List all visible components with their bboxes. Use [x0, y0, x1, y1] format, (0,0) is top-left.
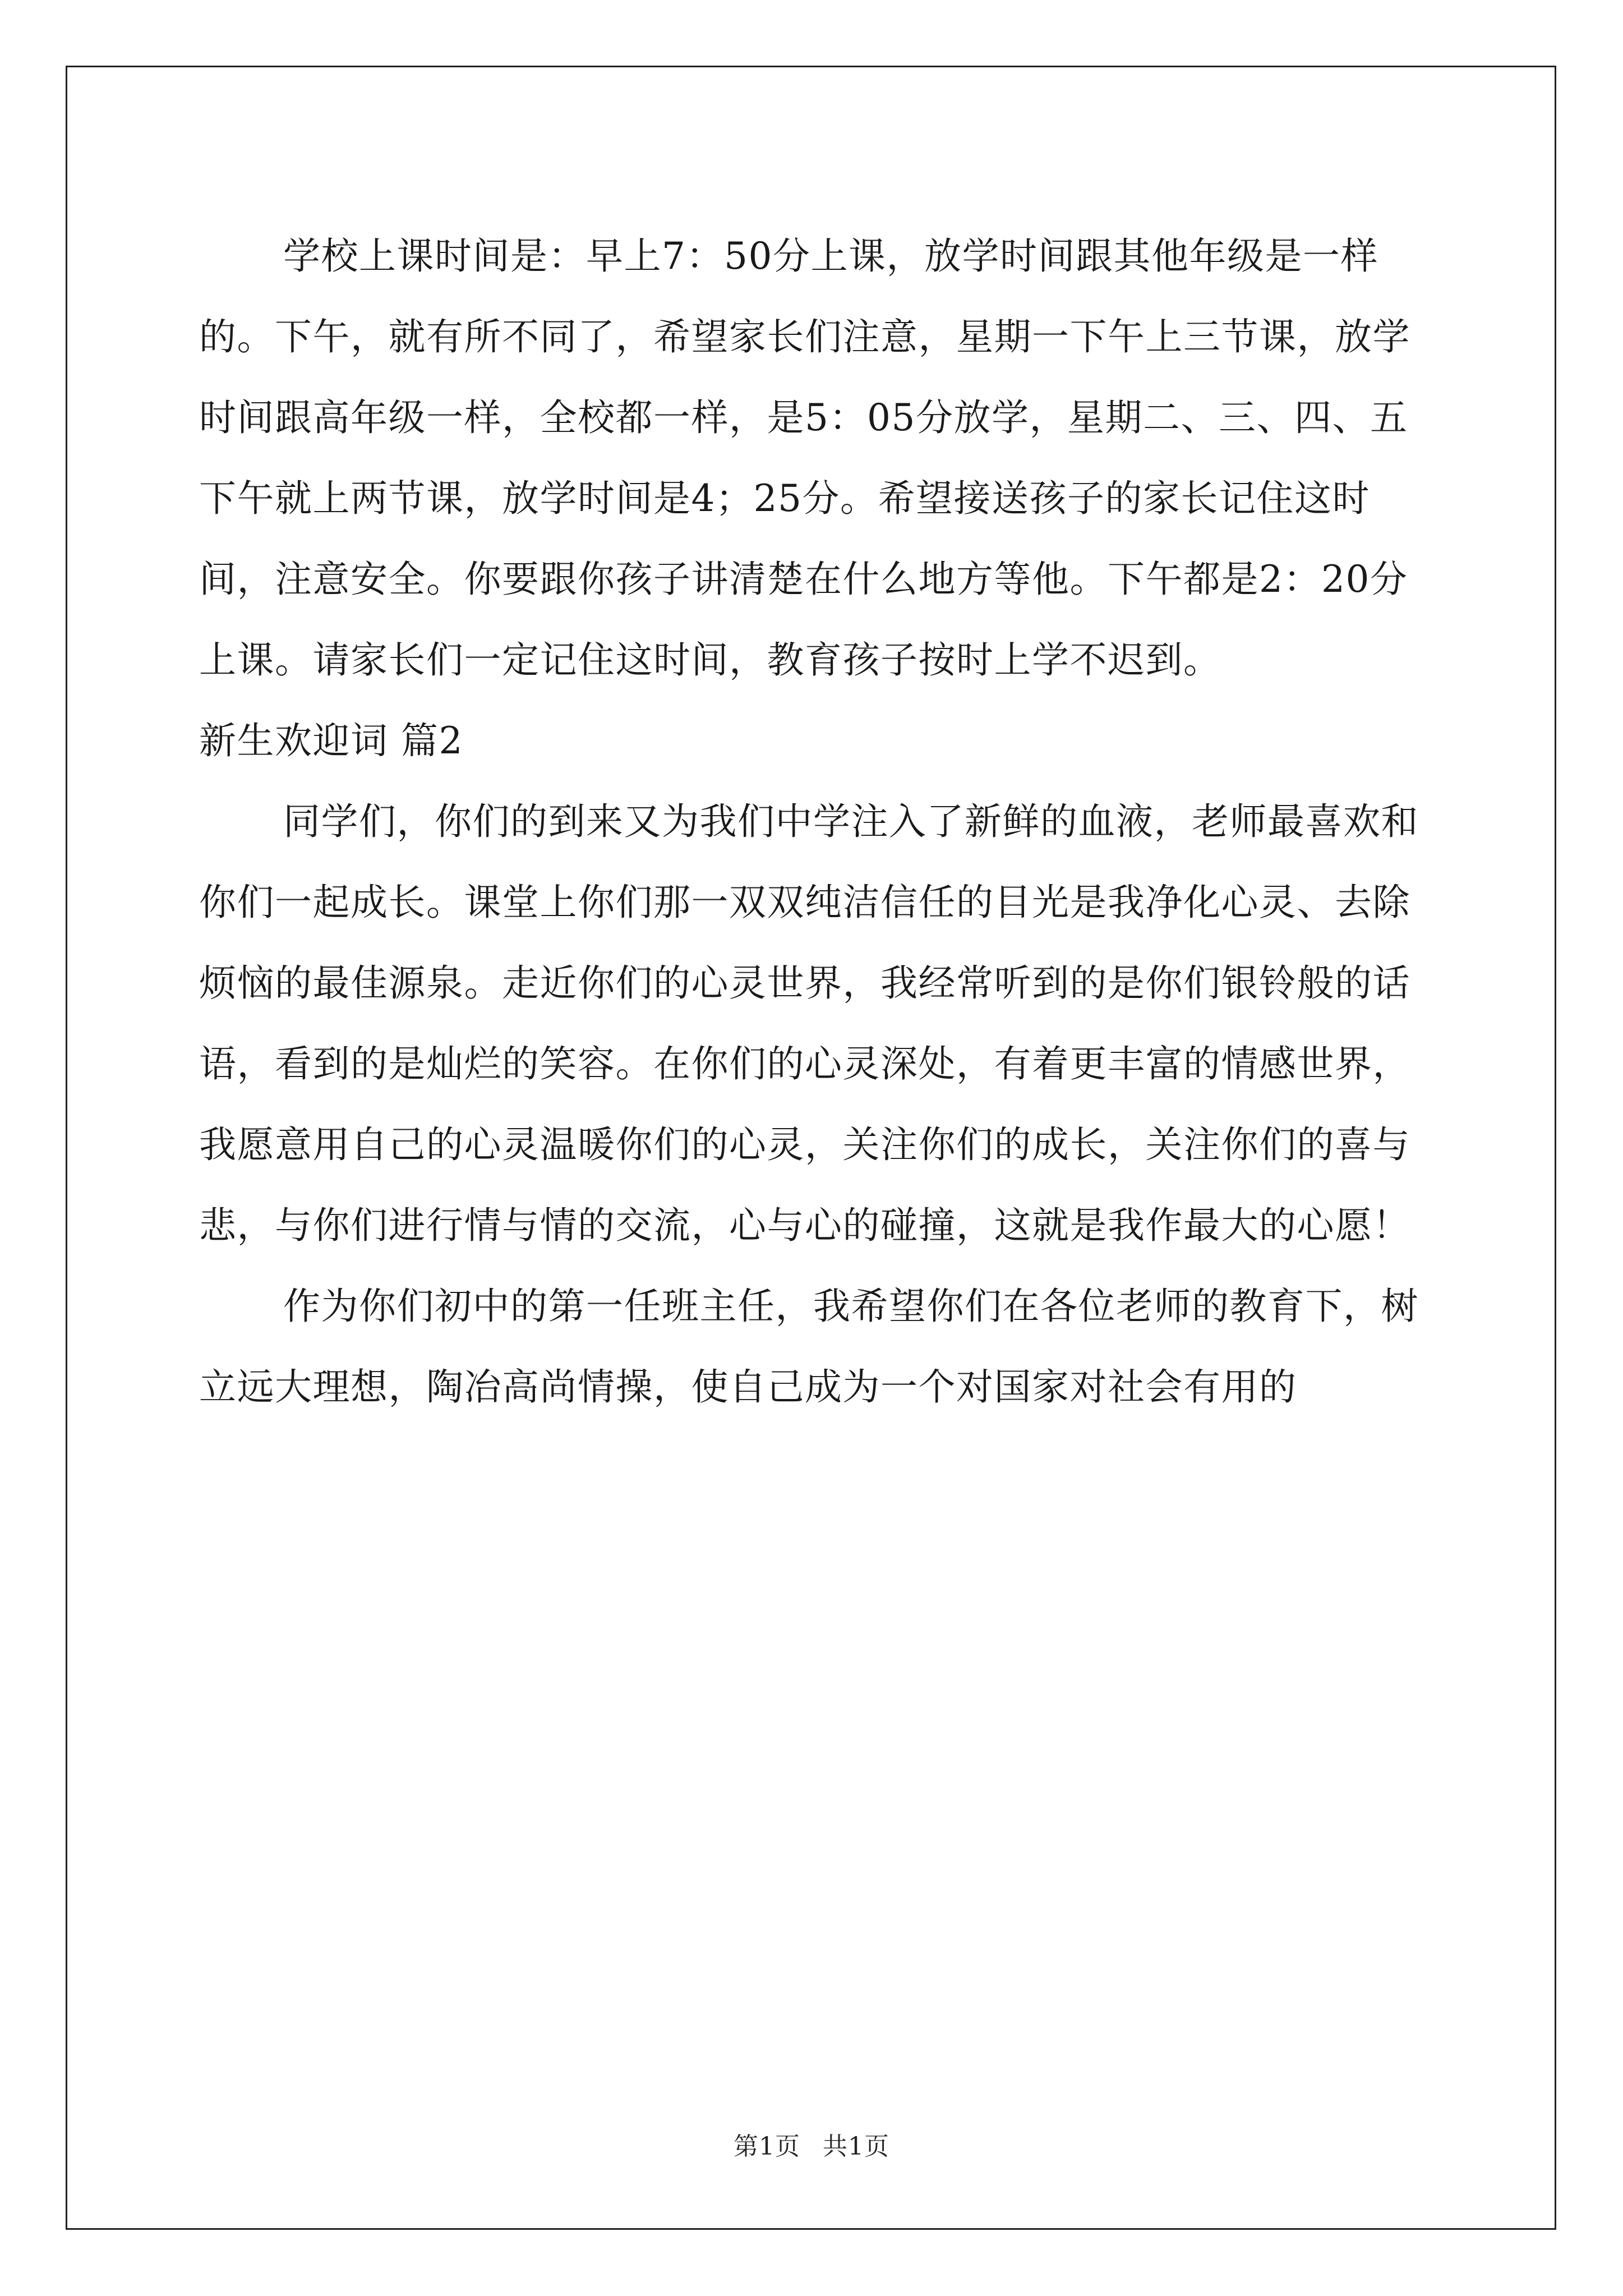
page-number: 第1页 [734, 2132, 800, 2161]
section-heading: 新生欢迎词 篇2 [199, 719, 463, 762]
paragraph-head-teacher: 作为你们初中的第一任班主任，我希望你们在各位老师的教育下，树立远大理想，陶冶高尚情操，使自己成为一个对国家对社会有用的 [199, 1285, 1419, 1409]
paragraph-welcome: 同学们，你们的到来又为我们中学注入了新鲜的血液，老师最喜欢和你们一起成长。课堂上你们那一双双纯洁信任的目光是我净化心灵、去除烦恼的最佳源泉。走近你们的心灵世界，我经常听到的是你们银铃般的话语，看到的是灿烂的笑容。在你们的心灵深处，有着更丰富的情感世界，我愿意用自己的心灵温暖你们的心灵，关注你们的成长，关注你们的喜与悲，与你们进行情与情的交流，心与心的碰撞，这就是我作最大的心愿！ [199, 800, 1419, 1247]
document-body [199, 216, 1433, 1428]
paragraph-school-schedule: 学校上课时间是：早上7：50分上课，放学时间跟其他年级是一样的。下午，就有所不同了，希望家长们注意，星期一下午上三节课，放学时间跟高年级一样，全校都一样，是5：05分放学，星期二、三、四、五下午就上两节课，放学时间是4；25分。希望接送孩子的家长记住这时间，注意安全。你要跟你孩子讲清楚在什么地方等他。下午都是2：20分上课。请家长们一定记住这时间，教育孩子按时上学不迟到。 [199, 234, 1410, 682]
page-total: 共1页 [823, 2132, 889, 2161]
page-footer [0, 2126, 1623, 2162]
